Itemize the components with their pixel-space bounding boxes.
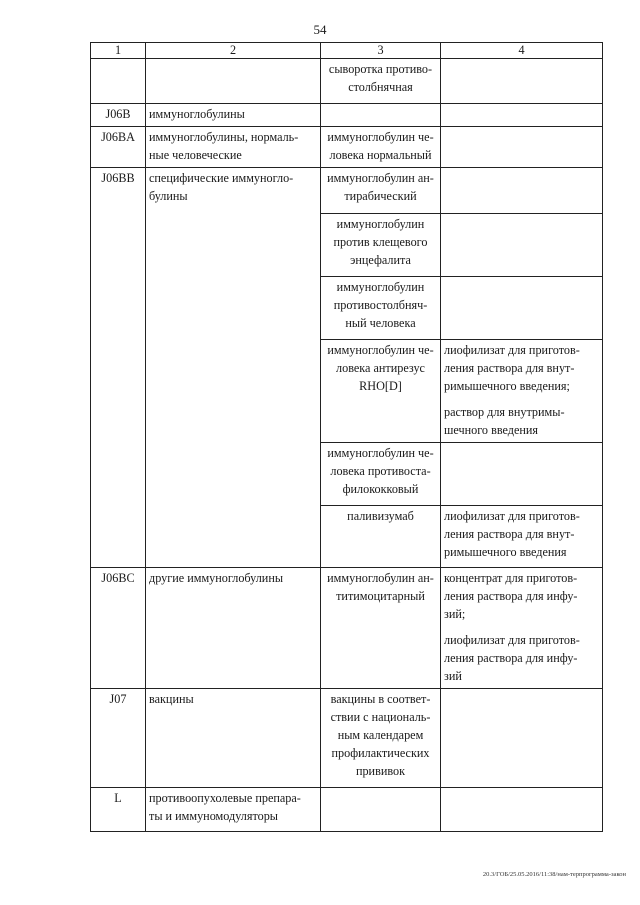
drug-name: иммуноглобулин противостолбняч- ный человека (321, 277, 441, 340)
group-name (146, 59, 321, 104)
table-row (91, 104, 603, 127)
group-name: другие иммуноглобулины (146, 568, 321, 689)
drug-name: вакцины в соответ- ствии с националь- ным календарем профилактических прививок (321, 689, 441, 788)
atc-code (91, 59, 146, 104)
table-row (91, 568, 603, 689)
dosage-form (441, 340, 603, 443)
group-name: специфические иммуногло- булины (146, 168, 321, 568)
drug-name: иммуноглобулин че- ловека нормальный (321, 127, 441, 168)
table-header-row (91, 43, 603, 59)
column-header: 2 (146, 43, 321, 59)
atc-code: J06BC (91, 568, 146, 689)
table-row (91, 127, 603, 168)
document-footer-code: 20.3/ГОБ/25.05.2016/11:38/нам-терпрограмма-закон (482, 871, 626, 878)
dosage-form (441, 689, 603, 788)
table-row (91, 788, 603, 832)
dosage-form (441, 168, 603, 214)
drug-name: паливизумаб (321, 506, 441, 568)
drug-name: сыворотка противо- столбнячная (321, 59, 441, 104)
drug-name (321, 788, 441, 832)
dosage-form-option: лиофилизат для приготов- ления раствора для инфу- зий (444, 633, 580, 683)
atc-code: L (91, 788, 146, 832)
dosage-form (441, 127, 603, 168)
table-row (91, 59, 603, 104)
dosage-form (441, 788, 603, 832)
drug-name: иммуноглобулин че- ловека противоста- филококковый (321, 443, 441, 506)
group-name: противоопухолевые препара- ты и иммуномодуляторы (146, 788, 321, 832)
drug-name: иммуноглобулин ан- титимоцитарный (321, 568, 441, 689)
dosage-form-option: лиофилизат для приготов- ления раствора для внут- римышечного введения; (444, 343, 580, 393)
drug-name: иммуноглобулин ан- тирабический (321, 168, 441, 214)
table-row (91, 168, 603, 214)
page-number: 54 (313, 22, 327, 37)
group-name: вакцины (146, 689, 321, 788)
medicines-table (90, 42, 603, 832)
dosage-form (441, 568, 603, 689)
table-row (91, 689, 603, 788)
dosage-form (441, 104, 603, 127)
dosage-form (441, 214, 603, 277)
dosage-form-option: концентрат для приготов- ления раствора для инфу- зий; (444, 571, 578, 621)
drug-name: иммуноглобулин против клещевого энцефалита (321, 214, 441, 277)
dosage-form (441, 443, 603, 506)
atc-code: J06BB (91, 168, 146, 568)
dosage-form: лиофилизат для приготов- ления раствора для внут- римышечного введения (441, 506, 603, 568)
atc-code: J07 (91, 689, 146, 788)
atc-code: J06B (91, 104, 146, 127)
dosage-form (441, 277, 603, 340)
column-header: 1 (91, 43, 146, 59)
group-name: иммуноглобулины (146, 104, 321, 127)
drug-name: иммуноглобулин че- ловека антирезус RHO[D] (321, 340, 441, 443)
dosage-form-option: раствор для внутримы- шечного введения (444, 405, 565, 437)
atc-code: J06BA (91, 127, 146, 168)
dosage-form (441, 59, 603, 104)
group-name: иммуноглобулины, нормаль- ные человеческие (146, 127, 321, 168)
drug-name (321, 104, 441, 127)
column-header: 3 (321, 43, 441, 59)
column-header: 4 (441, 43, 603, 59)
